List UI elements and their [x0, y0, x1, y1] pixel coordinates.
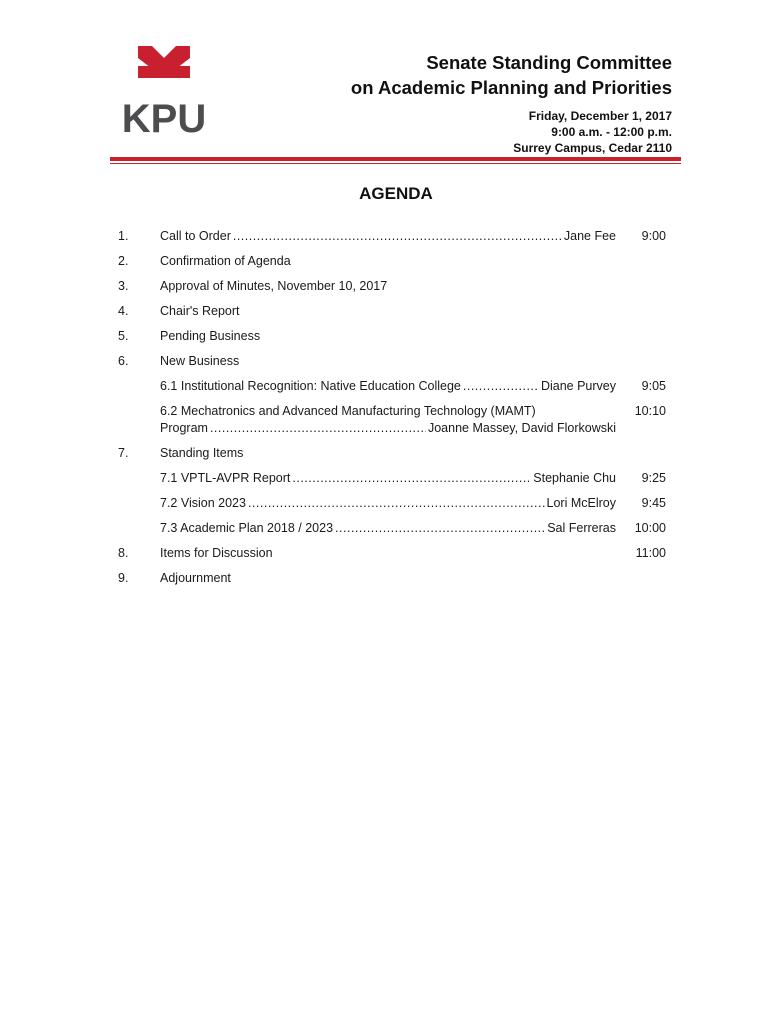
dot-leader — [463, 378, 539, 395]
item-text: 7.1 VPTL-AVPR Report — [160, 471, 291, 485]
item-text: Confirmation of Agenda — [160, 254, 291, 268]
agenda-list — [118, 228, 678, 595]
item-text: 7.2 Vision 2023 — [160, 496, 246, 510]
item-text: Adjournment — [160, 571, 231, 585]
dot-leader — [292, 470, 531, 487]
item-time: 9:00 — [641, 229, 666, 243]
dot-leader — [248, 495, 545, 512]
committee-title-line2: on Academic Planning and Priorities — [350, 77, 672, 98]
item-time: 9:45 — [641, 496, 666, 510]
item-presenter: Lori McElroy — [546, 496, 616, 510]
item-number: 4. — [118, 304, 129, 318]
item-text: Items for Discussion — [160, 546, 273, 560]
item-presenter: Stephanie Chu — [533, 471, 616, 485]
item-text: New Business — [160, 354, 240, 368]
item-time: 9:05 — [641, 379, 666, 393]
kpu-logo — [118, 46, 214, 136]
item-text: 7.3 Academic Plan 2018 / 2023 — [160, 521, 334, 535]
item-text: Call to Order — [160, 229, 231, 243]
item-number: 5. — [118, 329, 129, 343]
agenda-item — [118, 278, 678, 295]
dot-leader — [233, 228, 562, 245]
agenda-item — [118, 545, 678, 562]
agenda-subitem — [118, 495, 678, 512]
agenda-item — [118, 353, 678, 370]
item-text: Approval of Minutes, November 10, 2017 — [160, 279, 388, 293]
agenda-subitem — [118, 403, 678, 437]
agenda-item — [118, 445, 678, 462]
agenda-item — [118, 228, 678, 245]
item-time: 9:25 — [641, 471, 666, 485]
item-text-line2: Program — [160, 421, 208, 435]
dot-leader — [210, 420, 426, 437]
item-time: 10:00 — [634, 521, 666, 535]
logo-text: KPU — [121, 97, 207, 136]
dot-leader — [335, 520, 545, 537]
item-number: 9. — [118, 571, 129, 585]
item-number: 3. — [118, 279, 129, 293]
item-text-line1: 6.2 Mechatronics and Advanced Manufacturing Technology (MAMT) — [160, 404, 536, 418]
meeting-time: 9:00 a.m. - 12:00 p.m. — [551, 125, 672, 139]
item-text: Standing Items — [160, 446, 244, 460]
header-divider-thin — [110, 163, 681, 164]
item-presenter: Diane Purvey — [540, 379, 616, 393]
agenda-item — [118, 570, 678, 587]
item-text: Pending Business — [160, 329, 261, 343]
item-text: 6.1 Institutional Recognition: Native Education College — [160, 379, 461, 393]
item-number: 8. — [118, 546, 129, 560]
item-number: 1. — [118, 229, 129, 243]
meeting-date: Friday, December 1, 2017 — [528, 109, 672, 123]
agenda-subitem — [118, 470, 678, 487]
agenda-subitem — [118, 378, 678, 395]
agenda-heading: AGENDA — [359, 184, 433, 203]
committee-title-line1: Senate Standing Committee — [426, 52, 672, 73]
item-presenter: Jane Fee — [563, 229, 616, 243]
item-number: 6. — [118, 354, 129, 368]
item-time: 11:00 — [635, 546, 666, 560]
kpu-logo-graphic — [118, 46, 214, 136]
item-time: 10:10 — [634, 404, 666, 418]
item-presenter: Sal Ferreras — [547, 521, 616, 535]
item-number: 7. — [118, 446, 129, 460]
meeting-header — [351, 50, 672, 156]
item-presenter: Joanne Massey, David Florkowski — [427, 421, 616, 435]
agenda-item — [118, 328, 678, 345]
item-text: Chair's Report — [160, 304, 240, 318]
agenda-subitem — [118, 520, 678, 537]
meeting-location: Surrey Campus, Cedar 2110 — [513, 141, 672, 155]
agenda-item — [118, 303, 678, 320]
agenda-item — [118, 253, 678, 270]
header-divider-thick — [110, 157, 681, 161]
item-number: 2. — [118, 254, 129, 268]
